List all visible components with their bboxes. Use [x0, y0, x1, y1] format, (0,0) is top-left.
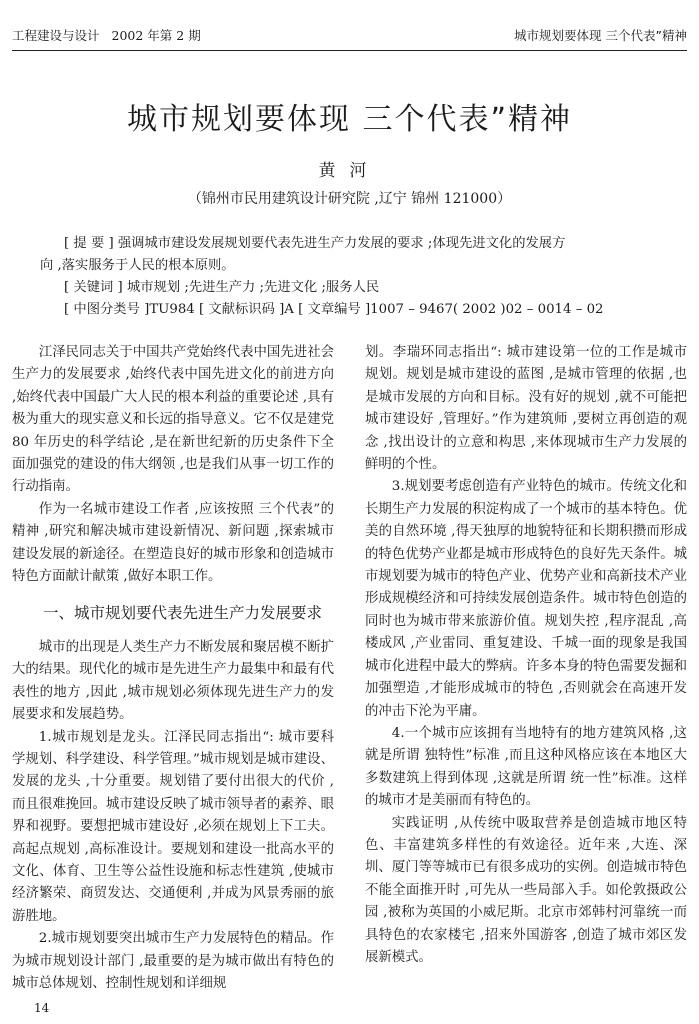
body-paragraph: 1.城市规划是龙头。江泽民同志指出“: 城市要科学规划、科学建设、科学管理。”城市规划是城市建设、发展的龙头 ,十分重要。规划错了要付出很大的代价 ,而且很难挽回。城市建设反映了城市领导者的素养、眼界和视野。要想把城市建设好 ,必须在规划上下工夫。高起点规划 ,高标准设计。要规划和建设一批高水平的文化、体育、卫生等公益性设施和标志性建筑 ,使城市经济繁荣、商贸发达、交通便利 ,并成为风景秀丽的旅游胜地。 [12, 729, 334, 924]
abstract-line-2: 向 ,落实服务于人民的根本原则。 [40, 258, 235, 273]
body-paragraph: 作为一名城市建设工作者 ,应该按照 三个代表”的精神 ,研究和解决城市建设新情况、新问题 ,探索城市建设发展的新途径。在塑造良好的城市形象和创造城市特色方面献计献策 ,做好本职工作。 [12, 501, 334, 585]
journal-name: 工程建设与设计 [12, 28, 100, 43]
journal-info [12, 26, 201, 44]
running-title: 城市规划要体现 三个代表”精神 [514, 28, 687, 43]
journal-issue: 2002 年第 2 期 [111, 28, 201, 43]
section-heading: 一、城市规划要代表先进生产力发展要求 [43, 604, 323, 623]
classification-codes: [ 中图分类号 ]TU984 [ 文献标识码 ]A [ 文章编号 ]1007 – 9467( 2002 )02 – 0014 – 02 [64, 302, 604, 317]
article-title: 城市规划要体现 三个代表”精神 [126, 102, 573, 137]
body-paragraph: 江泽民同志关于中国共产党始终代表中国先进社会生产力的发展要求 ,始终代表中国先进文化的前进方向 ,始终代表中国最广大人民的根本利益的重要论述 ,具有极为重大的现实意义和长远的指导意义。它不仅是建党 80 年历史的科学结论 ,是在新世纪新的历史条件下全面加强党的建设的伟大纲领 ,也是我们从事一切工作的行动指南。 [12, 345, 334, 495]
author-affiliation: （锦州市民用建筑设计研究院 ,辽宁 锦州 121000） [187, 191, 512, 207]
page-number: 14 [34, 1001, 50, 1015]
left-column [12, 342, 334, 995]
body-paragraph: 3.规划要考虑创造有产业特色的城市。传统文化和长期生产力发展的积淀构成了一个城市的基本特色。优美的自然环境 ,得天独厚的地貌特征和长期积攒而形成的特色优势产业都是城市形成特色的良好先天条件。城市规划要为城市的特色产业、优势产业和高新技术产业形成规模经济和可持续发展创造条件。城市特色创造的同时也为城市带来旅游价值。规划失控 ,程序混乱 ,高楼成风 ,产业雷同、重复建设、千城一面的现象是我国城市化进程中最大的弊病。许多本身的特色需要发掘和加强塑造 ,才能形成城市的特色 ,否则就会在高速开发的冲击下沦为平庸。 [365, 479, 687, 719]
abstract-line-1: [ 提 要 ] 强调城市建设发展规划要代表先进生产力发展的要求 ;体现先进文化的发展方 [64, 236, 566, 251]
body-paragraph: 4.一个城市应该拥有当地特有的地方建筑风格 ,这就是所谓 独特性”标准 ,而且这种风格应该在本地区大多数建筑上得到体现 ,这就是所谓 统一性”标准。这样的城市才是美丽而有特色的。 [365, 725, 687, 809]
body-paragraph: 2.城市规划要突出城市生产力发展特色的精品。作为城市规划设计部门 ,最重要的是为城市做出有特色的城市总体规划、控制性规划和详细规 [12, 931, 334, 991]
article-metadata [40, 233, 657, 321]
body-paragraph: 划。李瑞环同志指出“: 城市建设第一位的工作是城市规划。规划是城市建设的蓝图 ,是城市管理的依据 ,也是城市发展的方向和目标。没有好的规划 ,就不可能把城市建设好 ,管理好。”作为建筑师 ,要树立再创造的观念 ,找出设计的立意和构思 ,来体现城市生产力发展的鲜明的个性。 [365, 345, 687, 473]
running-header [12, 26, 687, 51]
body-paragraph: 城市的出现是人类生产力不断发展和聚居模不断扩大的结果。现代化的城市是先进生产力最集中和最有代表性的地方 ,因此 ,城市规划必须体现先进生产力的发展要求和发展趋势。 [12, 639, 334, 723]
keywords: [ 关键词 ] 城市规划 ;先进生产力 ;先进文化 ;服务人民 [64, 280, 380, 295]
body-paragraph: 实践证明 ,从传统中吸取营养是创造城市地区特色、丰富建筑多样性的有效途径。近年来 ,大连、深圳、厦门等等城市已有很多成功的实例。创造城市特色不能全面推开时 ,可先从一些局部入手。如伦敦摄政公园 ,被称为英国的小威尼斯。北京市郊韩村河靠统一而具特色的农家楼宅 ,招来外国游客 ,创造了城市郊区发展新模式。 [365, 815, 687, 965]
right-column [365, 342, 687, 969]
article-author: 黄河 [318, 161, 381, 181]
